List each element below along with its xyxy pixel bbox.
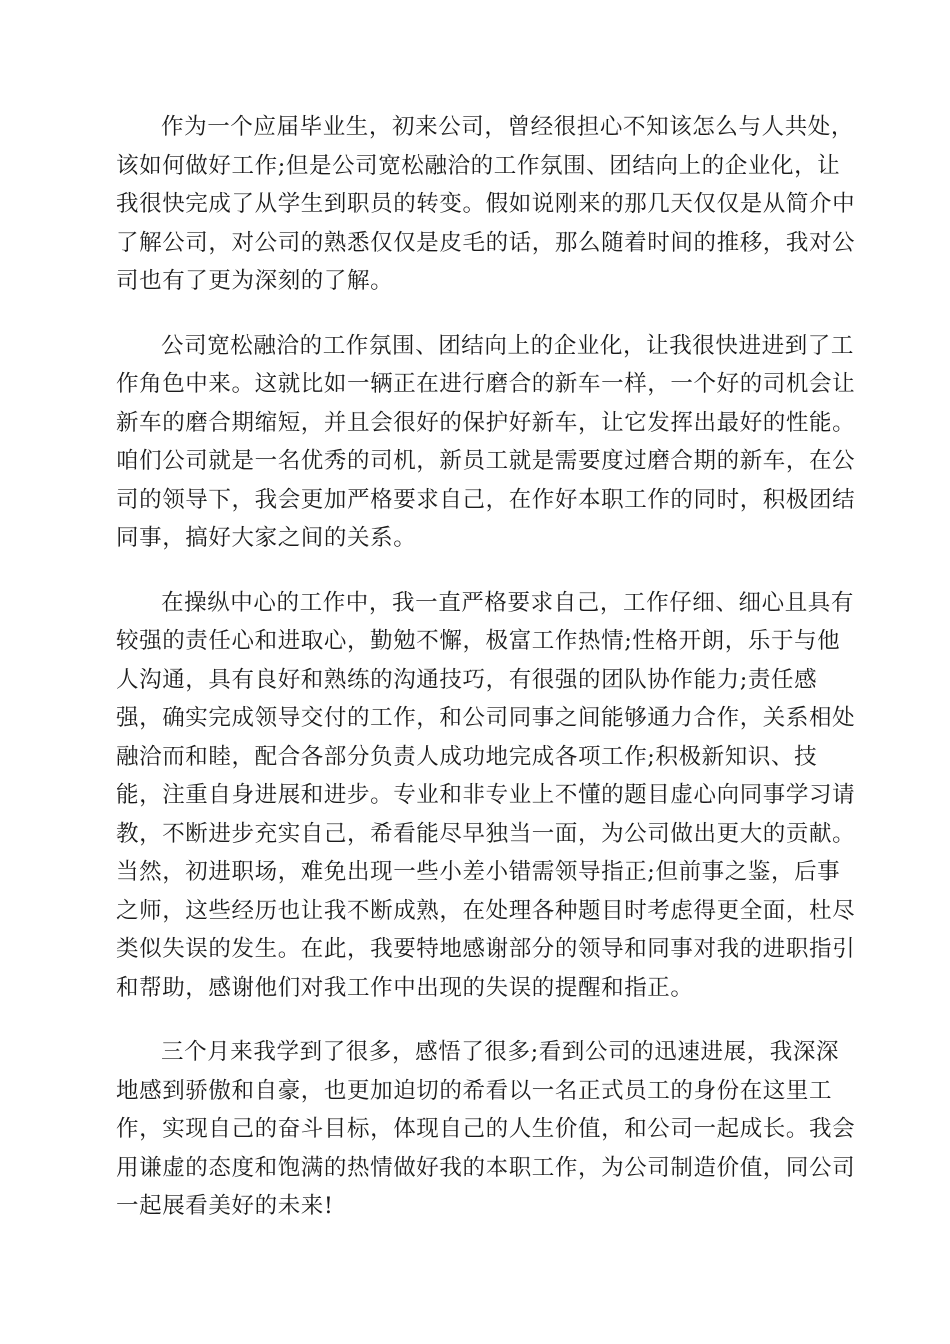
text-line: 了解公司，对公司的熟悉仅仅是皮毛的话，那么随着时间的推移，我对公 (116, 229, 856, 256)
text-line: 在操纵中心的工作中，我一直严格要求自己，工作仔细、细心且具有 (161, 589, 855, 616)
text-line: 作，实现自己的奋斗目标，体现自己的人生价值，和公司一起成长。我会 (116, 1116, 856, 1142)
paragraph-1 (116, 108, 856, 301)
text-line: 人沟通，具有良好和熟练的沟通技巧，有很强的团队协作能力;责任感 (116, 666, 818, 693)
text-line: 类似失误的发生。在此，我要特地感谢部分的领导和同事对我的进职指引 (116, 936, 856, 962)
text-line: 较强的责任心和进取心，勤勉不懈，极富工作热情;性格开朗，乐于与他 (116, 628, 841, 654)
text-line: 之师，这些经历也让我不断成熟，在处理各种题目时考虑得更全面，杜尽 (116, 897, 856, 924)
text-line: 当然，初进职场，难免出现一些小差小错需领导指正;但前事之鉴，后事 (116, 859, 841, 885)
text-line: 该如何做好工作;但是公司宽松融洽的工作氛围、团结向上的企业化，让 (116, 152, 841, 179)
text-line: 作为一个应届毕业生，初来公司，曾经很担心不知该怎么与人共处， (161, 114, 855, 140)
text-line: 地感到骄傲和自豪，也更加迫切的希看以一名正式员工的身份在这里工 (116, 1077, 833, 1104)
text-line: 我很快完成了从学生到职员的转变。假如说刚来的那几天仅仅是从简介中 (116, 191, 856, 217)
text-line: 三个月来我学到了很多，感悟了很多;看到公司的迅速进展，我深深 (161, 1039, 840, 1065)
text-line: 强，确实完成领导交付的工作，和公司同事之间能够通力合作，关系相处 (116, 705, 856, 731)
text-line: 咱们公司就是一名优秀的司机，新员工就是需要度过磨合期的新车，在公 (116, 448, 856, 474)
text-line: 同事，搞好大家之间的关系。 (116, 525, 417, 551)
paragraph-3 (116, 584, 856, 1008)
text-line: 新车的磨合期缩短，并且会很好的保护好新车，让它发挥出最好的性能。 (116, 409, 856, 436)
text-line: 教，不断进步充实自己，希看能尽早独当一面，为公司做出更大的贡献。 (116, 820, 856, 847)
text-line: 司也有了更为深刻的了解。 (116, 268, 394, 294)
text-line: 和帮助，感谢他们对我工作中出现的失误的提醒和指正。 (116, 974, 694, 1001)
text-line: 能，注重自身进展和进步。专业和非专业上不懂的题目虚心向同事学习请 (116, 782, 856, 808)
text-line: 司的领导下，我会更加严格要求自己，在作好本职工作的同时，积极团结 (116, 486, 856, 513)
document-page (116, 108, 856, 1252)
paragraph-2 (116, 327, 856, 558)
text-line: 作角色中来。这就比如一辆正在进行磨合的新车一样，一个好的司机会让 (116, 371, 856, 397)
text-line: 用谦虚的态度和饱满的热情做好我的本职工作，为公司制造价值，同公司 (116, 1154, 856, 1181)
paragraph-4 (116, 1033, 856, 1226)
text-line: 一起展看美好的未来! (116, 1193, 334, 1219)
text-line: 融洽而和睦，配合各部分负责人成功地完成各项工作;积极新知识、技 (116, 743, 818, 770)
text-line: 公司宽松融洽的工作氛围、团结向上的企业化，让我很快进进到了工 (161, 332, 855, 359)
